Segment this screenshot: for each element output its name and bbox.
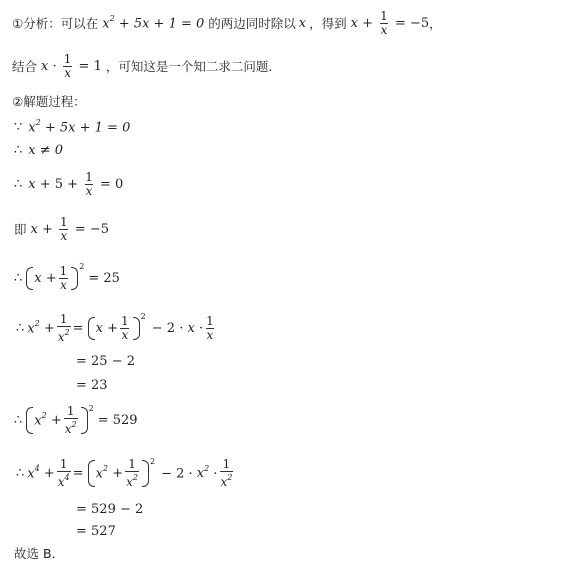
line-527: [76, 522, 116, 540]
eq-527: = 527: [76, 523, 116, 539]
eq-25-minus-2: = 25 − 2: [76, 353, 135, 369]
line-because: [14, 118, 130, 136]
analysis-text-2: 的两边同时除以: [208, 16, 296, 31]
line-square-529: [14, 398, 138, 442]
equation-given: $x^2 + 5x + 1 = 0$: [102, 13, 205, 32]
therefore-symbol: ∴: [14, 176, 23, 192]
line-x-nonzero: [14, 141, 63, 159]
line-expand-4: [16, 450, 235, 496]
eq-23: = 23: [76, 377, 108, 393]
eq-square: x + $\frac{1}{x}$ 2 = 25: [26, 265, 120, 292]
analysis-text-3: ，得到: [309, 16, 347, 31]
expr-x-times-inv: x · $\frac{1}{x}$ = 1: [41, 51, 102, 80]
line-expand: [16, 306, 217, 350]
eq-529-minus-2: = 529 − 2: [76, 501, 144, 517]
eq-x-plus-inv: x + $\frac{1}{x}$ = −5: [30, 214, 110, 243]
therefore-symbol: ∴: [14, 142, 23, 158]
line-square-25: [14, 258, 120, 298]
line-namely: [14, 211, 109, 247]
eq-square-529: $x^2$ + $\frac{1}{x^2}$ 2 = 529: [26, 405, 137, 436]
line-solution-header: [12, 92, 86, 110]
line-25-minus-2: [76, 352, 135, 370]
combine-text: ，可知这是一个知二求二问题.: [105, 59, 273, 74]
therefore-symbol: ∴: [14, 270, 23, 286]
line-529-minus-2: [76, 500, 143, 518]
line-sum-zero: [14, 166, 123, 202]
therefore-symbol: ∴: [16, 465, 25, 481]
eq-x-neq-0: x ≠ 0: [28, 142, 64, 158]
eq-expand: $x^2$ + $\frac{1}{x^2}$ = x + $\frac{1}{x}$ 2 − 2 · x · $\frac{1}{x}$: [27, 311, 214, 344]
analysis-label: ①分析：可以在: [12, 16, 99, 31]
eq-sum-zero: x + 5 + $\frac{1}{x}$ = 0: [28, 169, 124, 198]
line-answer: [14, 544, 56, 562]
eq-given: $x^2 + 5x + 1 = 0$: [28, 117, 131, 136]
line-23: [76, 376, 108, 394]
solution-label: ②解题过程：: [12, 94, 86, 109]
comma: ，: [429, 16, 442, 31]
variable-x: x: [298, 15, 307, 31]
combine-label: 结合: [12, 59, 38, 74]
therefore-symbol: ∴: [14, 412, 23, 428]
line-combine: [12, 49, 272, 83]
eq-expand-4: $x^4$ + $\frac{1}{x^4}$ = $x^2$ + $\frac{1}{x^2}$ 2 − $2 \cdot x^2$ · $\frac{1}{x^2}$: [27, 456, 233, 489]
namely-label: 即: [14, 222, 27, 237]
therefore-symbol: ∴: [16, 320, 25, 336]
because-symbol: ∵: [14, 119, 23, 135]
expr-x-plus-inv: x + $\frac{1}{x}$ = −5: [350, 8, 430, 37]
answer-text: 故选 B.: [14, 546, 56, 561]
line-analysis: [12, 6, 442, 40]
